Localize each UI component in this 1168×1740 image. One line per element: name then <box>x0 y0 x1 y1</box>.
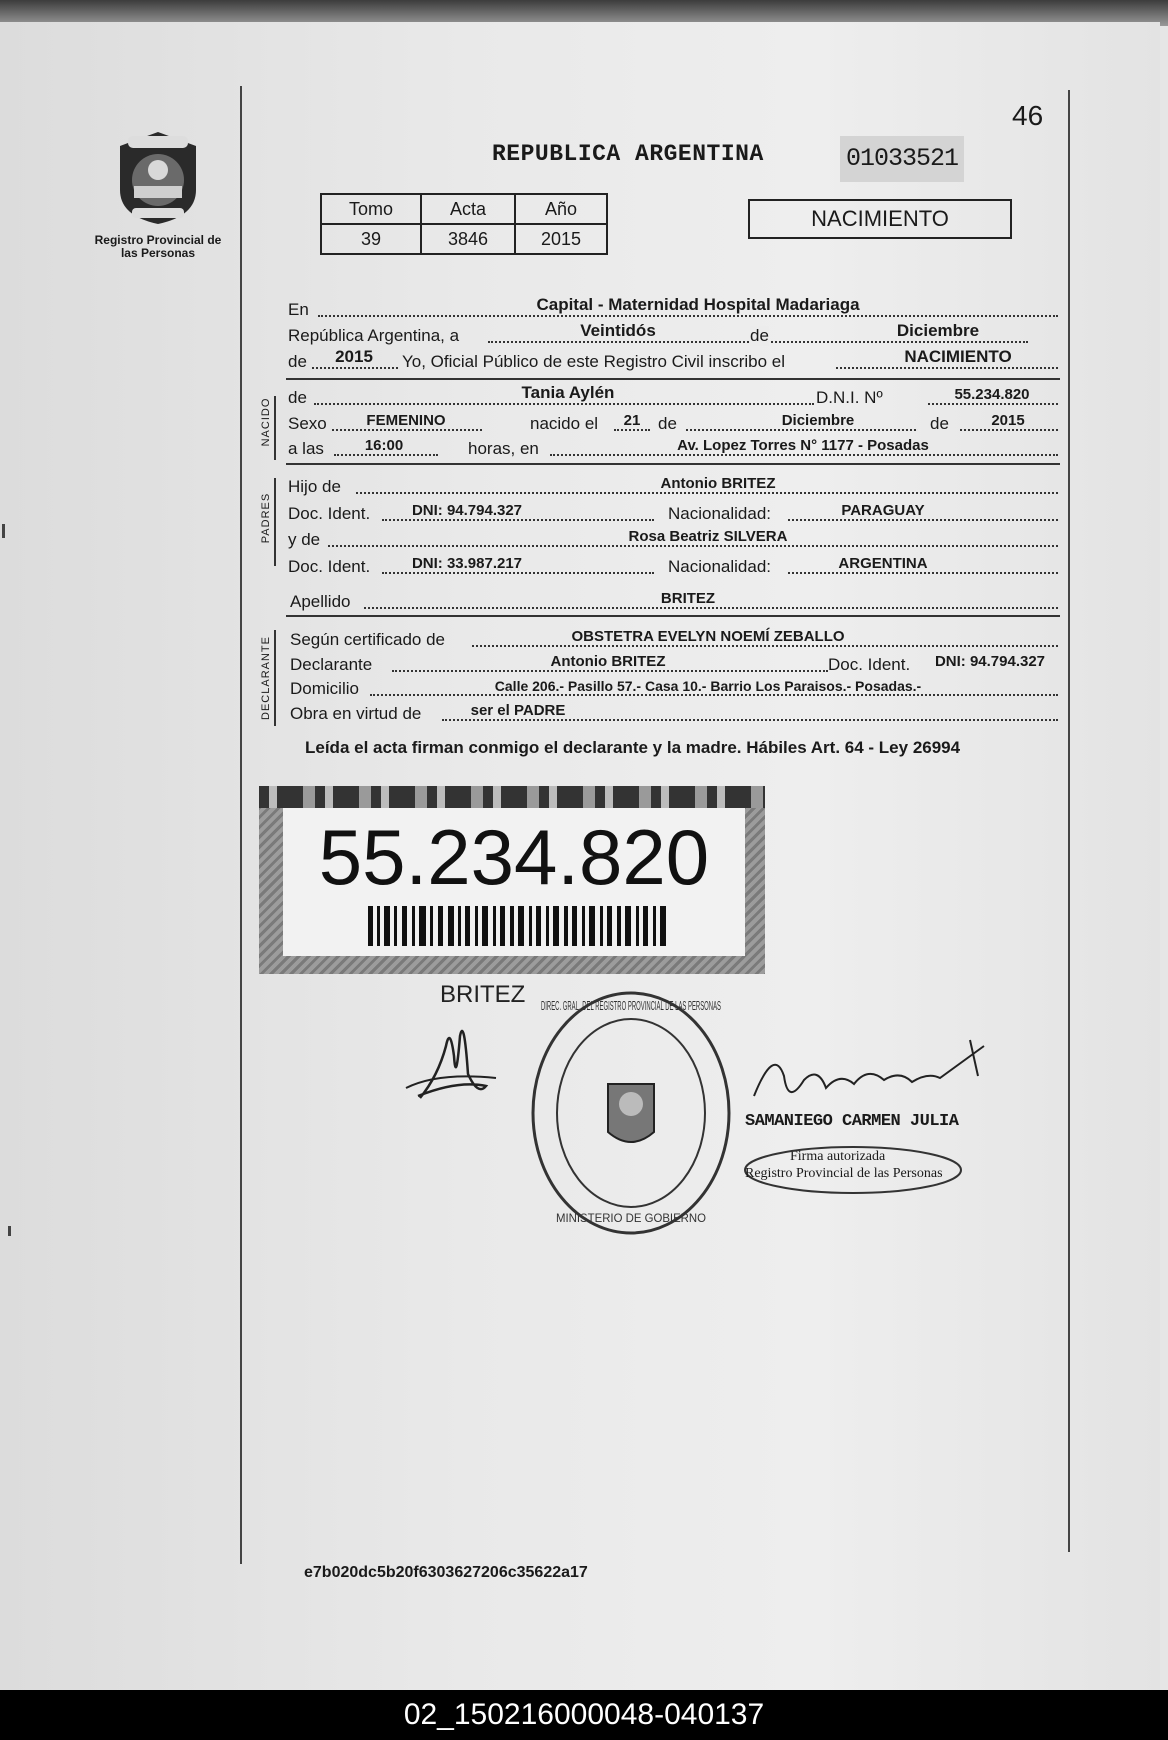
surname-row <box>288 590 1058 612</box>
document-hash: e7b020dc5b20f6303627206c35622a17 <box>304 1564 588 1581</box>
sex-label: Sexo <box>288 414 327 433</box>
table-value-tomo: 39 <box>321 224 421 254</box>
mother-label: y de <box>288 530 321 549</box>
certificate-value: OBSTETRA EVELYN NOEMÍ ZEBALLO <box>571 628 845 645</box>
inscription-value: NACIMIENTO <box>904 347 1012 366</box>
seal-text: DIREC. GRAL. DEL REGISTRO PROVINCIAL DE LAS PERSONAS <box>541 998 722 1013</box>
barcode-number: 55.234.820 <box>318 813 710 901</box>
sex-row <box>288 412 1058 434</box>
declarant-doc: DNI: 94.794.327 <box>934 653 1046 670</box>
date-row <box>288 321 1058 346</box>
barcode-bars-icon <box>368 906 668 946</box>
officer-registry: Registro Provincial de las Personas <box>745 1166 943 1181</box>
surname-value: BRITEZ <box>660 590 716 607</box>
page-number: 46 <box>1012 100 1044 131</box>
section-separator <box>286 463 1060 465</box>
year-value: 2015 <box>335 347 373 366</box>
barcode-sticker <box>259 786 765 974</box>
inscribe-text: Yo, Oficial Público de este Registro Civil inscribo el <box>402 352 785 371</box>
sticker-security-pattern <box>259 786 765 808</box>
month-label: de <box>750 326 769 345</box>
seal-inner-text: MINISTERIO DE GOBIERNO <box>556 1211 706 1225</box>
mother-name: Rosa Beatriz SILVERA <box>628 528 788 545</box>
domicile-row <box>288 677 1058 699</box>
birth-de-label: de <box>658 414 677 433</box>
father-nat-label: Nacionalidad: <box>668 504 772 523</box>
right-margin-line <box>1068 90 1070 1552</box>
hours-label: horas, en <box>468 439 539 458</box>
certificate-label: Según certificado de <box>290 630 445 649</box>
act-type-box: NACIMIENTO <box>748 199 1012 239</box>
table-header-anio: Año <box>515 194 607 224</box>
logo-caption: Registro Provincial de las Personas <box>94 233 222 260</box>
table-value-acta: 3846 <box>421 224 515 254</box>
time-row <box>288 437 1058 459</box>
mother-doc-row <box>288 555 1058 577</box>
child-name: Tania Aylén <box>521 383 615 402</box>
date-label: República Argentina, a <box>288 326 460 345</box>
declarante-section-label: DECLARANTE <box>260 636 272 720</box>
month-value: Diciembre <box>896 321 980 340</box>
surname-label: Apellido <box>290 592 351 611</box>
section-separator <box>286 378 1060 380</box>
father-nationality: PARAGUAY <box>841 502 925 519</box>
footer-id: 02_150216000048-040137 <box>403 1698 765 1731</box>
table-header-acta: Acta <box>421 194 515 224</box>
register-table <box>320 193 608 255</box>
mother-row <box>288 528 1058 550</box>
place-label: En <box>288 300 309 319</box>
declarant-label: Declarante <box>290 655 373 674</box>
birth-time: 16:00 <box>364 437 404 454</box>
section-bracket <box>274 396 276 460</box>
birth-month: Diciembre <box>781 412 855 429</box>
father-row <box>288 475 1058 497</box>
declarant-doc-label: Doc. Ident. <box>828 655 911 674</box>
domicile-label: Domicilio <box>290 679 359 698</box>
father-doc-row <box>288 502 1058 524</box>
declarant-row <box>288 653 1058 675</box>
virtue-label: Obra en virtud de <box>290 704 422 723</box>
birth-de2-label: de <box>930 414 949 433</box>
name-row <box>288 383 1058 408</box>
table-value-anio: 2015 <box>515 224 607 254</box>
officer-name: SAMANIEGO CARMEN JULIA <box>745 1112 959 1131</box>
place-value: Capital - Maternidad Hospital Madariaga <box>536 295 860 314</box>
place-row <box>288 295 1058 320</box>
officer-role: Firma autorizada <box>790 1149 886 1164</box>
inscribe-row <box>288 347 1058 372</box>
virtue-row <box>288 702 1058 724</box>
declarant-name: Antonio BRITEZ <box>550 653 666 670</box>
padres-section-label: PADRES <box>260 492 272 544</box>
child-dni: 55.234.820 <box>954 386 1030 403</box>
birth-day: 21 <box>623 412 641 429</box>
birth-year: 2015 <box>991 412 1025 429</box>
province-coat-of-arms-logo <box>112 128 204 228</box>
control-number: 01033521 <box>840 136 964 182</box>
act-notes: Leída el acta firman conmigo el declarante y la madre. Hábiles Art. 64 - Ley 26994 <box>305 738 961 757</box>
time-label: a las <box>288 439 324 458</box>
official-seal-stamp <box>528 986 734 1240</box>
domicile-value: Calle 206.- Pasillo 57.- Casa 10.- Barrio Los Paraisos.- Posadas.- <box>494 678 922 694</box>
born-label: nacido el <box>530 414 599 433</box>
mother-doc-label: Doc. Ident. <box>288 557 371 576</box>
sex-value: FEMENINO <box>366 412 446 429</box>
mother-nat-label: Nacionalidad: <box>668 557 772 576</box>
left-margin-line <box>240 86 242 1564</box>
scan-mark <box>2 524 5 538</box>
day-words: Veintidós <box>580 321 656 340</box>
father-doc: DNI: 94.794.327 <box>411 502 523 519</box>
father-label: Hijo de <box>288 477 341 496</box>
certificate-row <box>288 628 1058 650</box>
table-header-tomo: Tomo <box>321 194 421 224</box>
mother-doc: DNI: 33.987.217 <box>411 555 523 572</box>
scan-mark <box>8 1226 11 1236</box>
nacido-section-label: NACIDO <box>260 397 272 447</box>
mother-nationality: ARGENTINA <box>838 555 928 572</box>
name-label: de <box>288 388 307 407</box>
father-name: Antonio BRITEZ <box>660 475 776 492</box>
section-bracket <box>274 630 276 726</box>
officer-signature <box>744 1036 994 1116</box>
section-separator <box>286 615 1060 617</box>
section-bracket <box>274 478 276 566</box>
country-title: REPUBLICA ARGENTINA <box>492 141 764 167</box>
barcode-label <box>283 808 745 956</box>
declarant-signature-name: BRITEZ <box>440 981 526 1008</box>
year-label: de <box>288 352 307 371</box>
birth-place: Av. Lopez Torres N° 1177 - Posadas <box>677 437 929 454</box>
father-doc-label: Doc. Ident. <box>288 504 371 523</box>
declarant-signature <box>398 976 526 1106</box>
virtue-value: ser el PADRE <box>470 702 566 719</box>
dni-label: D.N.I. Nº <box>816 388 883 407</box>
